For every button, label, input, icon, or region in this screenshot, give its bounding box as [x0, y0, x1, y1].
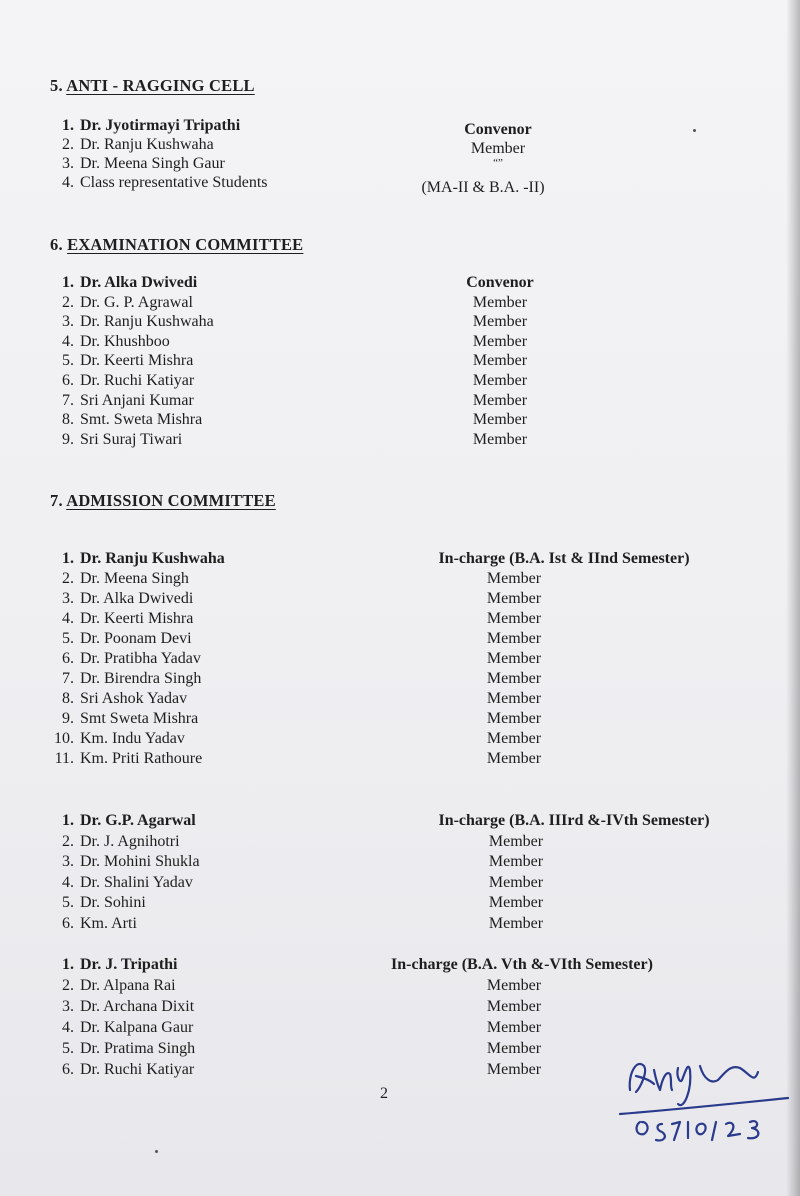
list-item: [48, 630, 192, 648]
list-item: [48, 155, 225, 173]
list-item: [48, 977, 176, 995]
member-name: Dr. Sohini: [80, 894, 146, 911]
list-item: [48, 117, 240, 135]
list-item: [48, 894, 146, 912]
member-name: Dr. Shalini Yadav: [80, 873, 193, 891]
member-name: Dr. G.P. Agarwal: [80, 812, 196, 829]
section-title-anti-ragging: [50, 76, 255, 96]
section-number: 5.: [50, 76, 63, 95]
member-name: Dr. Archana Dixit: [80, 998, 195, 1015]
member-role: Member: [486, 670, 542, 687]
member-role: Member: [486, 998, 542, 1015]
member-name: Dr. Ranju Kushwaha: [80, 136, 214, 153]
list-item: [48, 1061, 194, 1079]
section-title-examination: [50, 235, 303, 255]
list-item: [48, 1019, 193, 1037]
item-number: 6.: [62, 914, 74, 932]
member-name: Dr. Ruchi Katiyar: [80, 1061, 195, 1078]
item-number: 4.: [62, 332, 74, 350]
item-number: 1.: [62, 550, 74, 567]
member-role: Member: [486, 570, 542, 587]
member-name: Dr. Alpana Rai: [80, 977, 176, 994]
list-item: [48, 833, 180, 851]
member-name: Dr. Alka Dwivedi: [80, 590, 194, 607]
list-item: [48, 690, 187, 708]
member-name: Dr. Pratibha Yadav: [80, 650, 201, 667]
member-role: “”: [493, 157, 503, 169]
member-name: Sri Suraj Tiwari: [80, 430, 183, 448]
list-item: [48, 313, 214, 331]
item-number: 11.: [54, 750, 74, 767]
member-name: Dr. Ranju Kushwaha: [80, 313, 214, 331]
list-item: [48, 550, 225, 568]
list-item: [48, 1040, 195, 1058]
item-number: 5.: [62, 1040, 74, 1057]
item-number: 7.: [62, 670, 74, 687]
section-title-text: ANTI - RAGGING CELL: [66, 76, 255, 95]
member-name: Smt. Sweta Mishra: [80, 411, 203, 429]
member-name: Dr. Ranju Kushwaha: [80, 550, 225, 567]
list-item: [48, 853, 200, 871]
item-number: 5.: [62, 894, 74, 911]
item-number: 5.: [62, 630, 74, 647]
member-name: Dr. Alka Dwivedi: [80, 274, 198, 291]
item-number: 4.: [62, 1019, 74, 1036]
list-item: [48, 998, 194, 1016]
member-role: Member: [488, 873, 544, 891]
member-name: Dr. Jyotirmayi Tripathi: [80, 117, 241, 134]
member-role: Member: [486, 630, 542, 647]
member-role: Member: [472, 313, 528, 331]
page-edge-shadow: [786, 0, 800, 1196]
list-item: [48, 411, 202, 429]
member-role: Member: [488, 914, 544, 932]
member-name: Dr. Pratima Singh: [80, 1040, 196, 1057]
member-name: Sri Anjani Kumar: [80, 391, 194, 409]
item-number: 3.: [62, 853, 74, 870]
member-name: Dr. J. Agnihotri: [80, 832, 180, 850]
member-name: Dr. Keerti Mishra: [80, 352, 194, 370]
member-name: Km. Priti Rathoure: [80, 750, 203, 767]
list-item: [48, 956, 178, 974]
item-number: 2.: [62, 977, 74, 994]
member-name: Dr. Kalpana Gaur: [80, 1019, 194, 1036]
member-name: Class representative Students: [80, 174, 268, 191]
member-name: Dr. Meena Singh: [80, 570, 189, 587]
member-role: Member: [486, 1040, 542, 1057]
list-item: [48, 392, 194, 410]
section-title-admission: [50, 491, 276, 511]
member-name: Dr. Khushboo: [80, 332, 170, 350]
member-role: Member: [486, 1019, 542, 1036]
member-name: Km. Arti: [80, 914, 137, 932]
member-name: Dr. J. Tripathi: [80, 956, 178, 973]
member-name: Dr. Ruchi Katiyar: [80, 372, 195, 389]
member-role: Member: [470, 140, 526, 157]
member-role: (MA-II & B.A. -II): [421, 179, 545, 196]
section-title-text: EXAMINATION COMMITTEE: [67, 235, 304, 254]
list-item: [48, 670, 201, 688]
item-number: 1.: [62, 274, 74, 291]
section-number: 7.: [50, 491, 63, 510]
member-role: Member: [486, 690, 542, 707]
speck: [155, 1150, 158, 1153]
item-number: 1.: [62, 117, 74, 134]
item-number: 2.: [62, 136, 74, 153]
item-number: 4.: [62, 610, 74, 627]
list-item: [48, 812, 196, 830]
item-number: 6.: [62, 1061, 74, 1078]
member-role: Member: [486, 1061, 542, 1078]
member-role: Member: [472, 391, 528, 409]
item-number: 6.: [62, 372, 74, 389]
item-number: 2.: [62, 832, 74, 850]
item-number: 3.: [62, 155, 74, 172]
speck: [693, 129, 696, 132]
list-item: [48, 274, 197, 292]
member-role: Member: [488, 894, 544, 911]
item-number: 3.: [62, 998, 74, 1015]
list-item: [48, 730, 185, 748]
item-number: 3.: [62, 590, 74, 607]
item-number: 6.: [62, 650, 74, 667]
member-role: In-charge (B.A. IIIrd &-IVth Semester): [438, 812, 710, 829]
member-role: Member: [472, 332, 528, 350]
item-number: 3.: [62, 313, 74, 331]
page-number: 2: [380, 1085, 388, 1102]
member-role: Member: [472, 430, 528, 448]
member-name: Dr. Poonam Devi: [80, 630, 192, 647]
member-role: Member: [488, 853, 544, 870]
member-role: Member: [486, 650, 542, 667]
member-role: In-charge (B.A. Ist & IInd Semester): [438, 550, 690, 567]
item-number: 9.: [62, 710, 74, 727]
member-role: Member: [486, 610, 542, 627]
list-item: [48, 750, 202, 768]
member-role: Member: [472, 352, 528, 370]
section-title-text: ADMISSION COMMITTEE: [66, 491, 276, 510]
signature-date: 05/10/23: [600, 1040, 604, 1041]
list-item: [48, 372, 194, 390]
member-role: In-charge (B.A. Vth &-VIth Semester): [391, 956, 653, 973]
item-number: 1.: [62, 812, 74, 829]
member-role: Member: [488, 832, 544, 850]
member-name: Dr. Mohini Shukla: [80, 853, 200, 870]
member-role: Member: [472, 372, 528, 389]
item-number: 4.: [62, 174, 74, 191]
item-number: 7.: [62, 391, 74, 409]
list-item: [48, 610, 193, 628]
list-item: [48, 352, 193, 370]
member-role: Member: [486, 750, 542, 767]
member-name: Km. Indu Yadav: [80, 730, 185, 747]
list-item: [48, 650, 201, 668]
list-item: [48, 294, 193, 312]
list-item: [48, 874, 193, 892]
member-role: Convenor: [464, 121, 532, 138]
item-number: 4.: [62, 873, 74, 891]
member-name: Dr. Keerti Mishra: [80, 610, 194, 627]
member-name: Smt Sweta Mishra: [80, 710, 199, 727]
list-item: [48, 915, 137, 933]
member-name: Dr. Birendra Singh: [80, 670, 202, 687]
section-number: 6.: [50, 235, 63, 254]
item-number: 8.: [62, 411, 74, 429]
member-role: Member: [486, 977, 542, 994]
member-role: Member: [472, 411, 528, 429]
list-item: [48, 136, 214, 154]
member-name: Sri Ashok Yadav: [80, 690, 188, 707]
member-name: Dr. G. P. Agrawal: [80, 293, 193, 311]
member-role: Member: [486, 730, 542, 747]
member-role: Member: [472, 293, 528, 311]
handwritten-signature: [600, 1040, 795, 1150]
item-number: 2.: [62, 293, 74, 311]
list-item: [48, 431, 182, 449]
member-role: Convenor: [466, 274, 534, 291]
item-number: 10.: [54, 730, 74, 747]
list-item: [48, 174, 268, 192]
list-item: [48, 570, 189, 588]
list-item: [48, 710, 198, 728]
item-number: 2.: [62, 570, 74, 587]
item-number: 5.: [62, 352, 74, 370]
item-number: 8.: [62, 690, 74, 707]
item-number: 9.: [62, 430, 74, 448]
member-name: Dr. Meena Singh Gaur: [80, 155, 225, 172]
member-role: Member: [486, 590, 542, 607]
list-item: [48, 333, 170, 351]
item-number: 1.: [62, 956, 74, 973]
member-role: Member: [486, 710, 542, 727]
list-item: [48, 590, 193, 608]
